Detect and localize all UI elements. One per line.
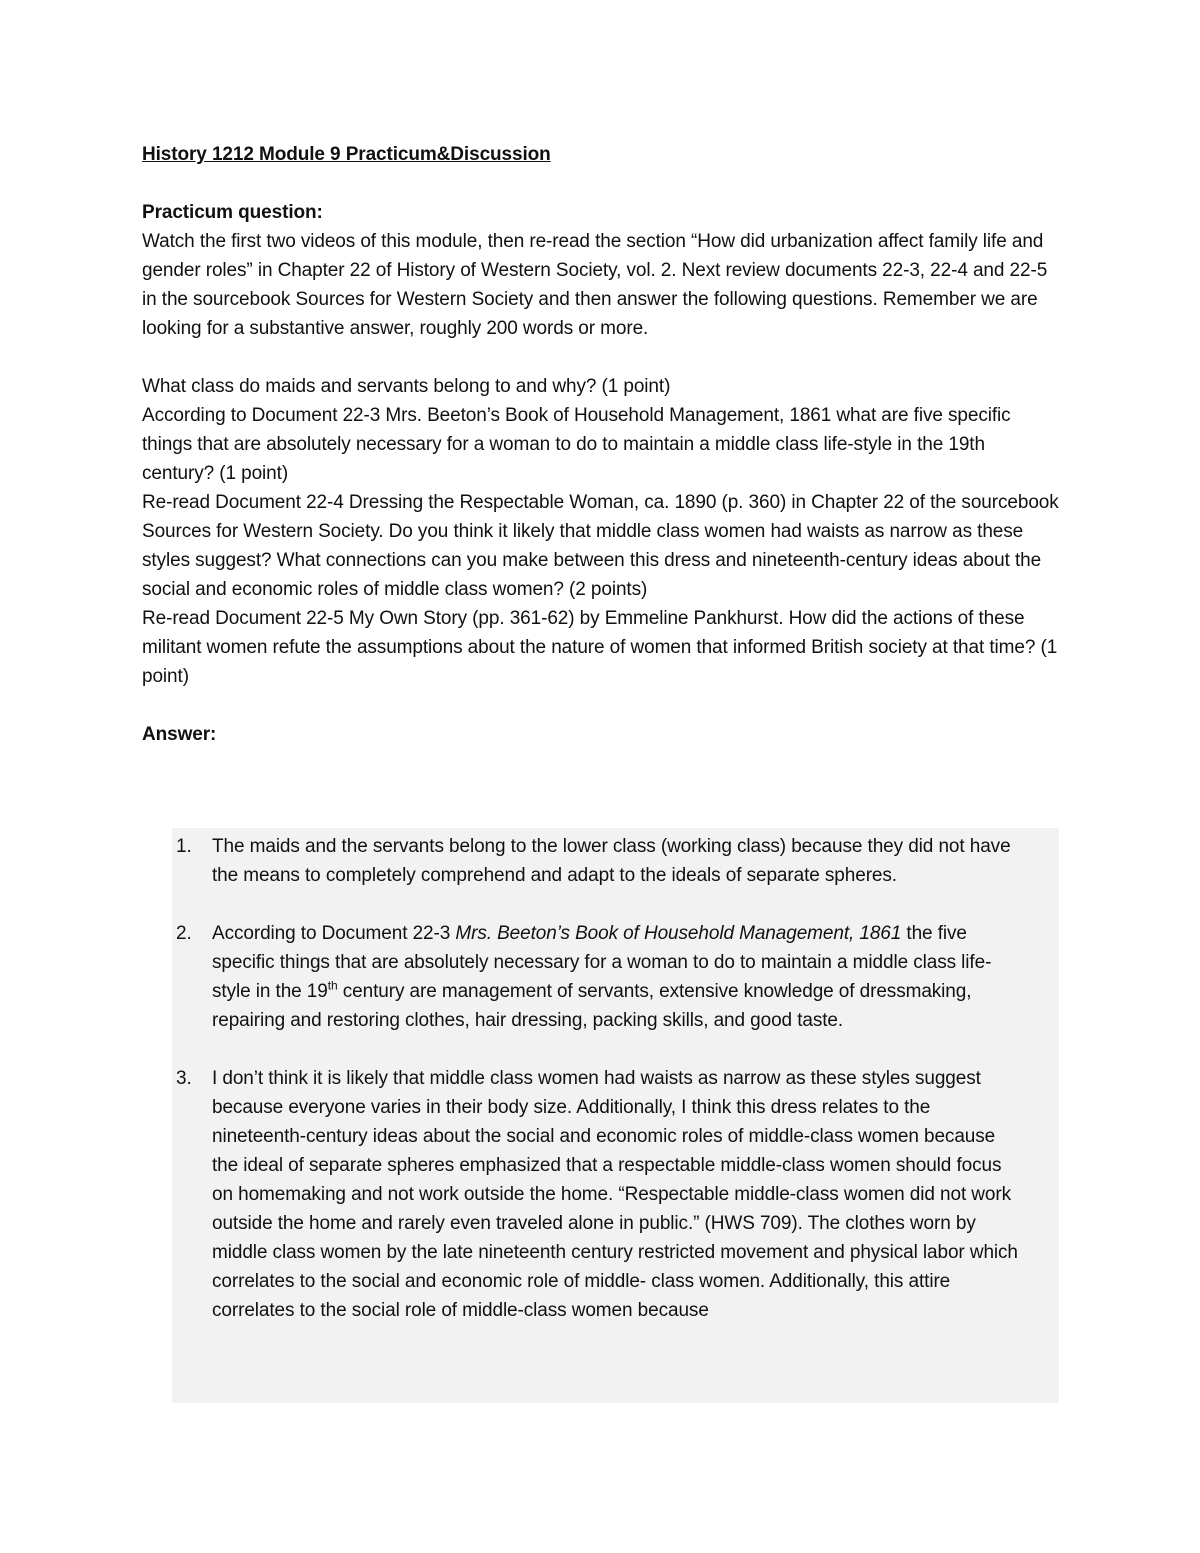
answer-block [172,828,1059,1403]
question-2: According to Document 22-3 Mrs. Beeton’s Book of Household Management, 1861 what are five specific things that are absolutely necessary for a woman to do to maintain a middle class life-style in the 19th century? (1 point) [142,405,1011,484]
answer-item-2 [176,919,1022,1035]
answer-text: I don’t think it is likely that middle class women had waists as narrow as these styles suggest because everyone varies in their body size. Additionally, I think this dress relates to the nineteenth-century ideas about the social and economic roles of middle-class women because the ideal of separate spheres emphasized that a respectable middle-class women should focus on homemaking and not work outside the home. “Respectable middle-class women did not work outside the home and rarely even traveled alone in public.” (HWS 709). The clothes worn by middle class women by the late nineteenth century restricted movement and physical labor which correlates to the social and economic role of middle- class women. Additionally, this attire correlates to the social role of middle-class women because [212,1068,1018,1321]
answer-text-tail: century are management of servants, extensive knowledge of dressmaking, repairing and restoring clothes, hair dressing, packing skills, and good taste. [212,981,972,1031]
spacer [142,691,1062,720]
document-title: History 1212 Module 9 Practicum&Discussion [142,144,551,165]
answer-text: The maids and the servants belong to the lower class (working class) because they did not have the means to completely comprehend and adapt to the ideals of separate spheres. [212,836,1011,886]
spacer [142,343,1062,372]
answer-text-mid: the five specific things that are absolutely necessary for a woman to do to maintain a middle class life-style in the 19 [212,923,992,1002]
answer-number: 1. [176,836,192,857]
answer-number: 2. [176,923,192,944]
document-body [142,140,1062,749]
spacer [142,169,1062,198]
answer-list [176,832,1022,1354]
book-title: Mrs. Beeton’s Book of Household Management, 1861 [455,923,902,944]
intro-paragraph: Watch the first two videos of this module, then re-read the section “How did urbanization affect family life and gender roles” in Chapter 22 of History of Western Society, vol. 2. Next review documents 22-3, 22-4 and 22-5 in the sourcebook Sources for Western Society and then answer the following questions. Remember we are looking for a substantive answer, roughly 200 words or more. [142,231,1048,339]
answer-heading: Answer: [142,724,217,745]
practicum-heading: Practicum question: [142,202,323,223]
answer-item-1 [176,832,1022,890]
question-1: What class do maids and servants belong to and why? (1 point) [142,376,671,397]
question-4: Re-read Document 22-5 My Own Story (pp. 361-62) by Emmeline Pankhurst. How did the actions of these militant women refute the assumptions about the nature of women that informed British society at that time? (1 point) [142,608,1058,687]
answer-text-lead: According to Document 22-3 [212,923,456,944]
question-3: Re-read Document 22-4 Dressing the Respectable Woman, ca. 1890 (p. 360) in Chapter 22 of the sourcebook Sources for Western Society. Do you think it likely that middle class women had waists as narrow as these styles suggest? What connections can you make between this dress and nineteenth-century ideas about the social and economic roles of middle class women? (2 points) [142,492,1059,600]
ordinal-suffix: th [327,978,338,993]
answer-number: 3. [176,1068,192,1089]
answer-item-3 [176,1064,1022,1325]
